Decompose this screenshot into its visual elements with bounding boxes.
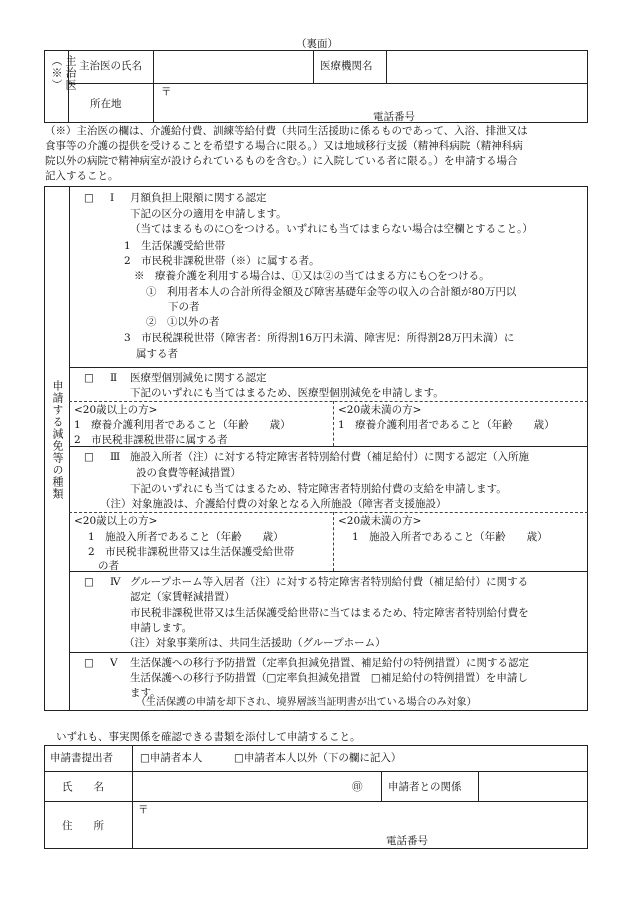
section-5-roman: Ⅴ (110, 657, 118, 669)
section-2-checkbox[interactable]: □ (84, 372, 94, 384)
applicant-name-field[interactable] (136, 774, 348, 798)
applicant-phone-label: 電話番号 (386, 835, 428, 847)
section-4-checkbox[interactable]: □ (84, 576, 94, 588)
relation-label: 申請者との関係 (388, 781, 462, 793)
section-2-roman: Ⅱ (110, 372, 118, 384)
section-1-item-1[interactable]: 1 生活保護受給世帯 (124, 240, 226, 252)
reduction-vertical-label: 申請する減免等の種類 (51, 380, 64, 500)
page-side-title: （裏面） (296, 38, 338, 50)
section-3-title: 施設入所者（注）に対する特定障害者特別給付費（補足給付）に関する認定（入所施 (130, 451, 529, 463)
section-4-title: グループホーム等入居者（注）に対する特定障害者特別給付費（補足給付）に関する (130, 576, 529, 588)
medical-institution-label: 医療機関名 (320, 60, 373, 72)
doctor-phone-label: 電話番号 (373, 111, 415, 123)
applicant-address-label: 住 所 (62, 820, 104, 832)
section-1-checkbox[interactable]: □ (84, 192, 94, 204)
section-5-checkbox[interactable]: □ (84, 657, 94, 669)
applicant-address-field[interactable] (136, 804, 584, 846)
doctor-address-label: 所在地 (90, 98, 122, 110)
section-1-item-2[interactable]: 2 市民税非課税世帯（※）に属する者。 (124, 255, 320, 267)
applicant-name-label: 氏 名 (62, 781, 104, 793)
section-4-roman: Ⅳ (110, 576, 121, 588)
section-1-item-2-2[interactable]: ② ①以外の者 (146, 316, 220, 328)
section-1-roman: Ⅰ (110, 192, 115, 204)
submitter-option-self[interactable]: □申請者本人 (140, 752, 203, 764)
doctor-vertical-label: 主治医（※） (50, 55, 77, 91)
attachment-note: いずれも、事実関係を確認できる書類を添付して申請すること。 (56, 731, 361, 743)
doctor-name-field[interactable] (156, 54, 310, 80)
section-3-checkbox[interactable]: □ (84, 451, 94, 463)
section-2-title: 医療型個別減免に関する認定 (130, 372, 267, 384)
section-1-item-2-1[interactable]: ① 利用者本人の合計所得金額及び障害基礎年金等の収入の合計額が80万円以 (146, 286, 517, 298)
section-3-roman: Ⅲ (110, 451, 121, 463)
doctor-name-label: 主治医の氏名 (79, 60, 142, 72)
seal-mark: ㊞ (352, 781, 363, 793)
section-1-title: 月額負担上限額に関する認定 (130, 192, 267, 204)
doctor-postal-mark: 〒 (161, 86, 172, 98)
submitter-label: 申請書提出者 (50, 752, 113, 764)
doctor-address-field[interactable] (156, 86, 584, 120)
medical-institution-field[interactable] (390, 54, 584, 80)
submitter-option-other[interactable]: □申請者本人以外（下の欄に記入） (234, 752, 402, 764)
relation-field[interactable] (482, 774, 584, 798)
section-5-title: 生活保護への移行予防措置（定率負担減免措置、補足給付の特例措置）に関する認定 (130, 657, 529, 669)
section-1-item-3[interactable]: 3 市民税課税世帯（障害者：所得割16万円未満、障害児：所得割28万円未満）に (124, 332, 515, 344)
applicant-postal-mark: 〒 (138, 804, 149, 816)
